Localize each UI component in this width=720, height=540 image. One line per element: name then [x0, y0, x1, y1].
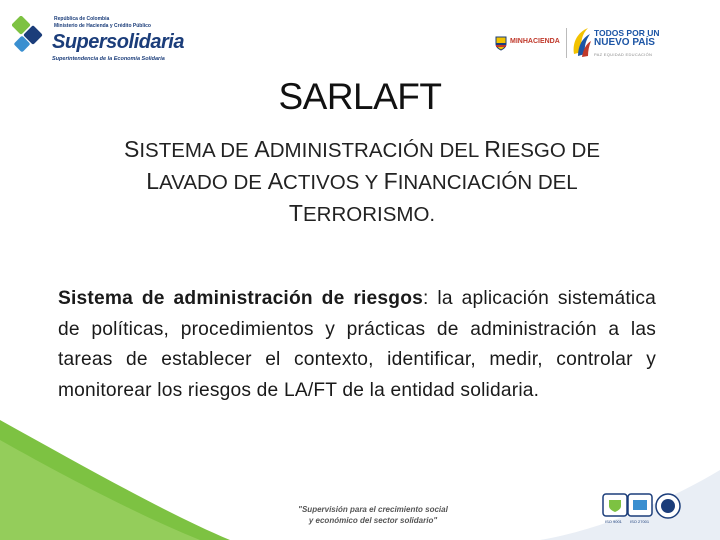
certification-badge-3-icon — [652, 492, 684, 526]
minhacienda-label: MINHACIENDA — [510, 38, 560, 45]
logo-line-2: Ministerio de Hacienda y Crédito Público — [54, 23, 151, 29]
definition-term: Sistema de administración de riesgos — [58, 288, 423, 309]
subtitle-cap-7: T — [288, 200, 303, 226]
definition-text: : la aplicación sistemática de políticas, procedimientos y prácticas de administración a las tareas de establecer el contexto, identificar, medir, controlar y monitorear los riesgos de LA/FT de la entidad solidaria. — [58, 288, 656, 401]
subtitle-part-3: IESGO DE — [500, 139, 600, 162]
subtitle-cap-1: S — [124, 136, 140, 162]
subtitle-cap-2: A — [254, 136, 270, 162]
subtitle-part-1: ISTEMA DE — [139, 139, 255, 162]
subtitle-part-4: AVADO DE — [159, 171, 268, 194]
footer-quote-line-1: "Supervisión para el crecimiento social — [298, 505, 448, 514]
campaign-subtitle: PAZ EQUIDAD EDUCACIÓN — [594, 52, 653, 57]
slide-title: SARLAFT — [278, 76, 442, 117]
subtitle-part-2: DMINISTRACIÓN DEL — [269, 139, 485, 162]
slide-subtitle — [92, 134, 632, 230]
subtitle-part-6: INANCIACIÓN DEL — [397, 171, 578, 194]
supersolidaria-mark-icon — [12, 16, 46, 56]
subtitle-cap-6: F — [383, 168, 398, 194]
todos-por-un-nuevo-pais-mark-icon — [570, 24, 592, 60]
supersolidaria-logo — [12, 12, 184, 64]
subtitle-cap-5: A — [267, 168, 284, 194]
coat-of-arms-icon — [494, 35, 508, 51]
government-logos — [492, 22, 712, 66]
campaign-line-1: TODOS POR UN — [594, 28, 660, 38]
subtitle-part-5: CTIVOS Y — [283, 171, 384, 194]
campaign-line-2: NUEVO PAÍS — [594, 37, 655, 48]
footer-quote-line-2: y económico del sector solidario" — [308, 516, 438, 525]
logo-name: Supersolidaria — [52, 31, 184, 53]
minhacienda-logo — [492, 34, 564, 52]
logo-tagline: Superintendencia de la Economía Solidaria — [52, 56, 165, 62]
logo-line-1: República de Colombia — [54, 16, 110, 22]
subtitle-cap-3: R — [484, 136, 501, 162]
certification-label-2: ISO 27001 — [630, 519, 650, 524]
logo-divider — [566, 28, 567, 58]
campaign-logo-text — [594, 28, 660, 48]
subtitle-part-7: ERRORISMO. — [302, 203, 436, 226]
footer-quote — [258, 504, 488, 526]
definition-paragraph — [58, 284, 656, 406]
certification-label-1: ISO 9001 — [605, 519, 622, 524]
subtitle-cap-4: L — [146, 168, 160, 194]
